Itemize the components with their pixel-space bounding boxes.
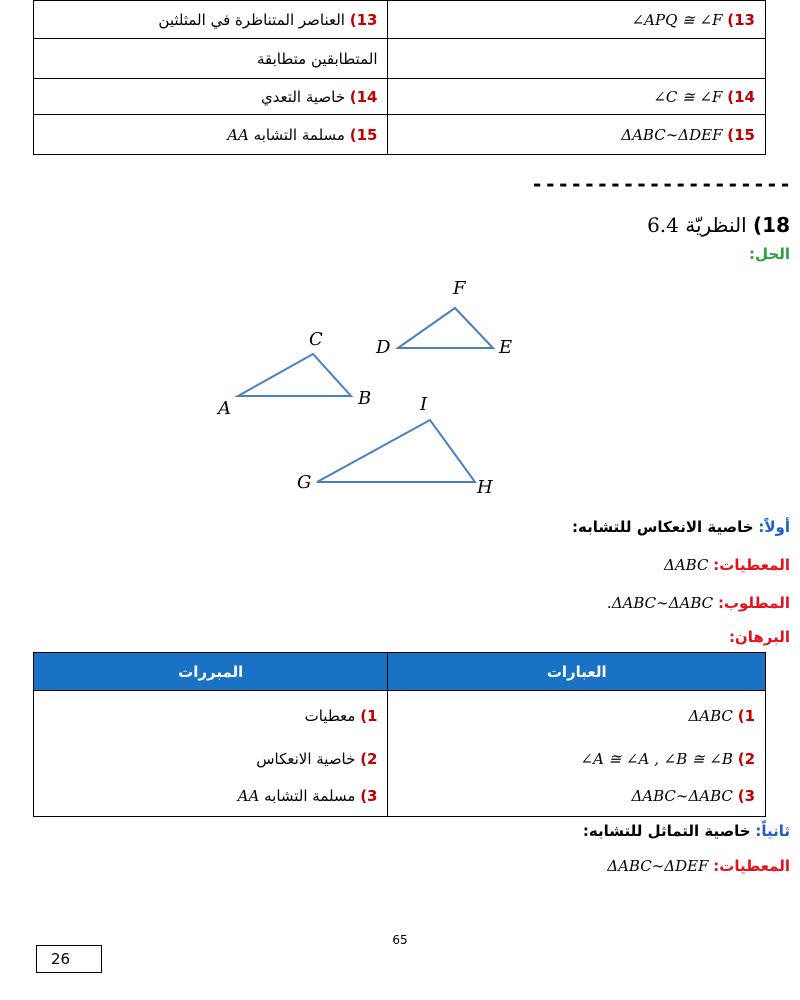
statement-text: ∠APQ ≅ ∠F [631, 10, 723, 29]
statement-cell [388, 115, 766, 155]
given-label: المعطيات: [713, 556, 790, 574]
reason-text: العناصر المتناظرة في المثلثين [158, 10, 345, 29]
part2-heading [583, 822, 790, 840]
row-number: 14 [356, 87, 378, 106]
row-number: (2 [737, 749, 755, 768]
problem-title-text: النظريّة [685, 213, 747, 237]
reason-text: خاصية الانعكاس [256, 749, 356, 768]
row-number: (15 [727, 125, 755, 144]
vertex-label-i: I [420, 394, 428, 415]
vertex-label-f: F [453, 278, 466, 299]
triangle-ghi [317, 420, 475, 482]
triangle-def [398, 308, 493, 348]
vertex-label-h: H [477, 477, 493, 498]
vertex-label-c: C [309, 329, 323, 350]
statement-cell [388, 79, 766, 115]
part1-prefix: أولاً: [758, 518, 790, 536]
problem-number: 18) [753, 213, 790, 237]
part2-prefix: ثانياً: [755, 822, 790, 840]
required-dot: . [606, 594, 612, 612]
vertex-label-g: G [297, 472, 312, 493]
reason-text: معطيات [304, 706, 356, 725]
problem-title [647, 213, 790, 237]
reason-cell: 13) العناصر المتناظرة في المثلثين [34, 1, 388, 39]
statement-text: ∠C ≅ ∠F [653, 87, 723, 106]
statement-cell [388, 741, 766, 777]
triangles-figure [200, 268, 520, 508]
reason-cell: 14) خاصية التعدي [34, 79, 388, 115]
page-box-number: 26 [36, 945, 102, 973]
reason-text: مسلمة التشابه [264, 787, 356, 806]
reason-text: خاصية التعدي [260, 87, 345, 106]
top-proof-table [33, 0, 766, 155]
table-row [34, 115, 766, 155]
vertex-label-a: A [218, 398, 231, 419]
reason-cell [34, 39, 388, 79]
reason-cell: 15) مسلمة التشابه AA [34, 115, 388, 155]
proof-table [33, 652, 766, 817]
theorem-number: 6.4 [647, 213, 679, 237]
statement-cell [388, 1, 766, 39]
statement-text: ΔABC∼ΔABC [631, 787, 733, 806]
statement-text: ΔABC∼ΔDEF [621, 125, 723, 144]
table-row [34, 1, 766, 39]
dashed-separator: -------------------- [531, 172, 792, 196]
table-row [34, 777, 766, 817]
table-row [34, 39, 766, 79]
triangle-abc [238, 354, 351, 396]
table-row [34, 691, 766, 741]
statement-cell [388, 39, 766, 79]
part1-given [664, 556, 790, 574]
vertex-label-b: B [358, 388, 372, 409]
part2-given [607, 857, 790, 875]
reason-number: 1) [360, 706, 378, 725]
table-row [34, 741, 766, 777]
row-number: 13 [356, 10, 378, 29]
given-label: المعطيات: [713, 857, 790, 875]
header-reasons: المبررات [34, 653, 388, 691]
vertex-label-e: E [499, 337, 513, 358]
row-number: (14 [727, 87, 755, 106]
vertex-label-d: D [376, 337, 391, 358]
reason-cell [34, 691, 388, 741]
reason-number: 2) [360, 749, 378, 768]
row-number: (1 [737, 706, 755, 725]
row-number: (3 [737, 787, 755, 806]
statement-cell [388, 777, 766, 817]
part1-heading [572, 518, 790, 536]
reason-cell [34, 741, 388, 777]
reason-number: 3) [360, 787, 378, 806]
header-statements: العبارات [388, 653, 766, 691]
part2-title: خاصية التماثل للتشابه: [582, 822, 751, 840]
solution-label: الحل: [749, 245, 790, 263]
reason-text: المتطابقين متطابقة [256, 49, 378, 68]
proof-label: البرهان: [728, 628, 790, 646]
statement-text: ∠A ≅ ∠A , ∠B ≅ ∠B [580, 749, 733, 768]
page-number: 65 [392, 933, 408, 947]
reason-math: AA [227, 125, 249, 144]
row-number: (13 [727, 10, 755, 29]
reason-math: AA [237, 787, 260, 806]
required-label: المطلوب: [717, 594, 790, 612]
given-value: ΔABC∼ΔDEF [607, 857, 709, 875]
row-number: 15 [356, 125, 378, 144]
proof-table-header [34, 653, 766, 691]
part1-title: خاصية الانعكاس للتشابه: [572, 518, 754, 536]
given-value: ΔABC [664, 556, 709, 574]
statement-cell [388, 691, 766, 741]
table-row [34, 79, 766, 115]
statement-text: ΔABC [688, 706, 733, 725]
part1-required [607, 594, 790, 612]
required-value: ΔABC∼ΔABC [611, 594, 714, 612]
reason-cell [34, 777, 388, 817]
reason-text: مسلمة التشابه [253, 125, 345, 144]
